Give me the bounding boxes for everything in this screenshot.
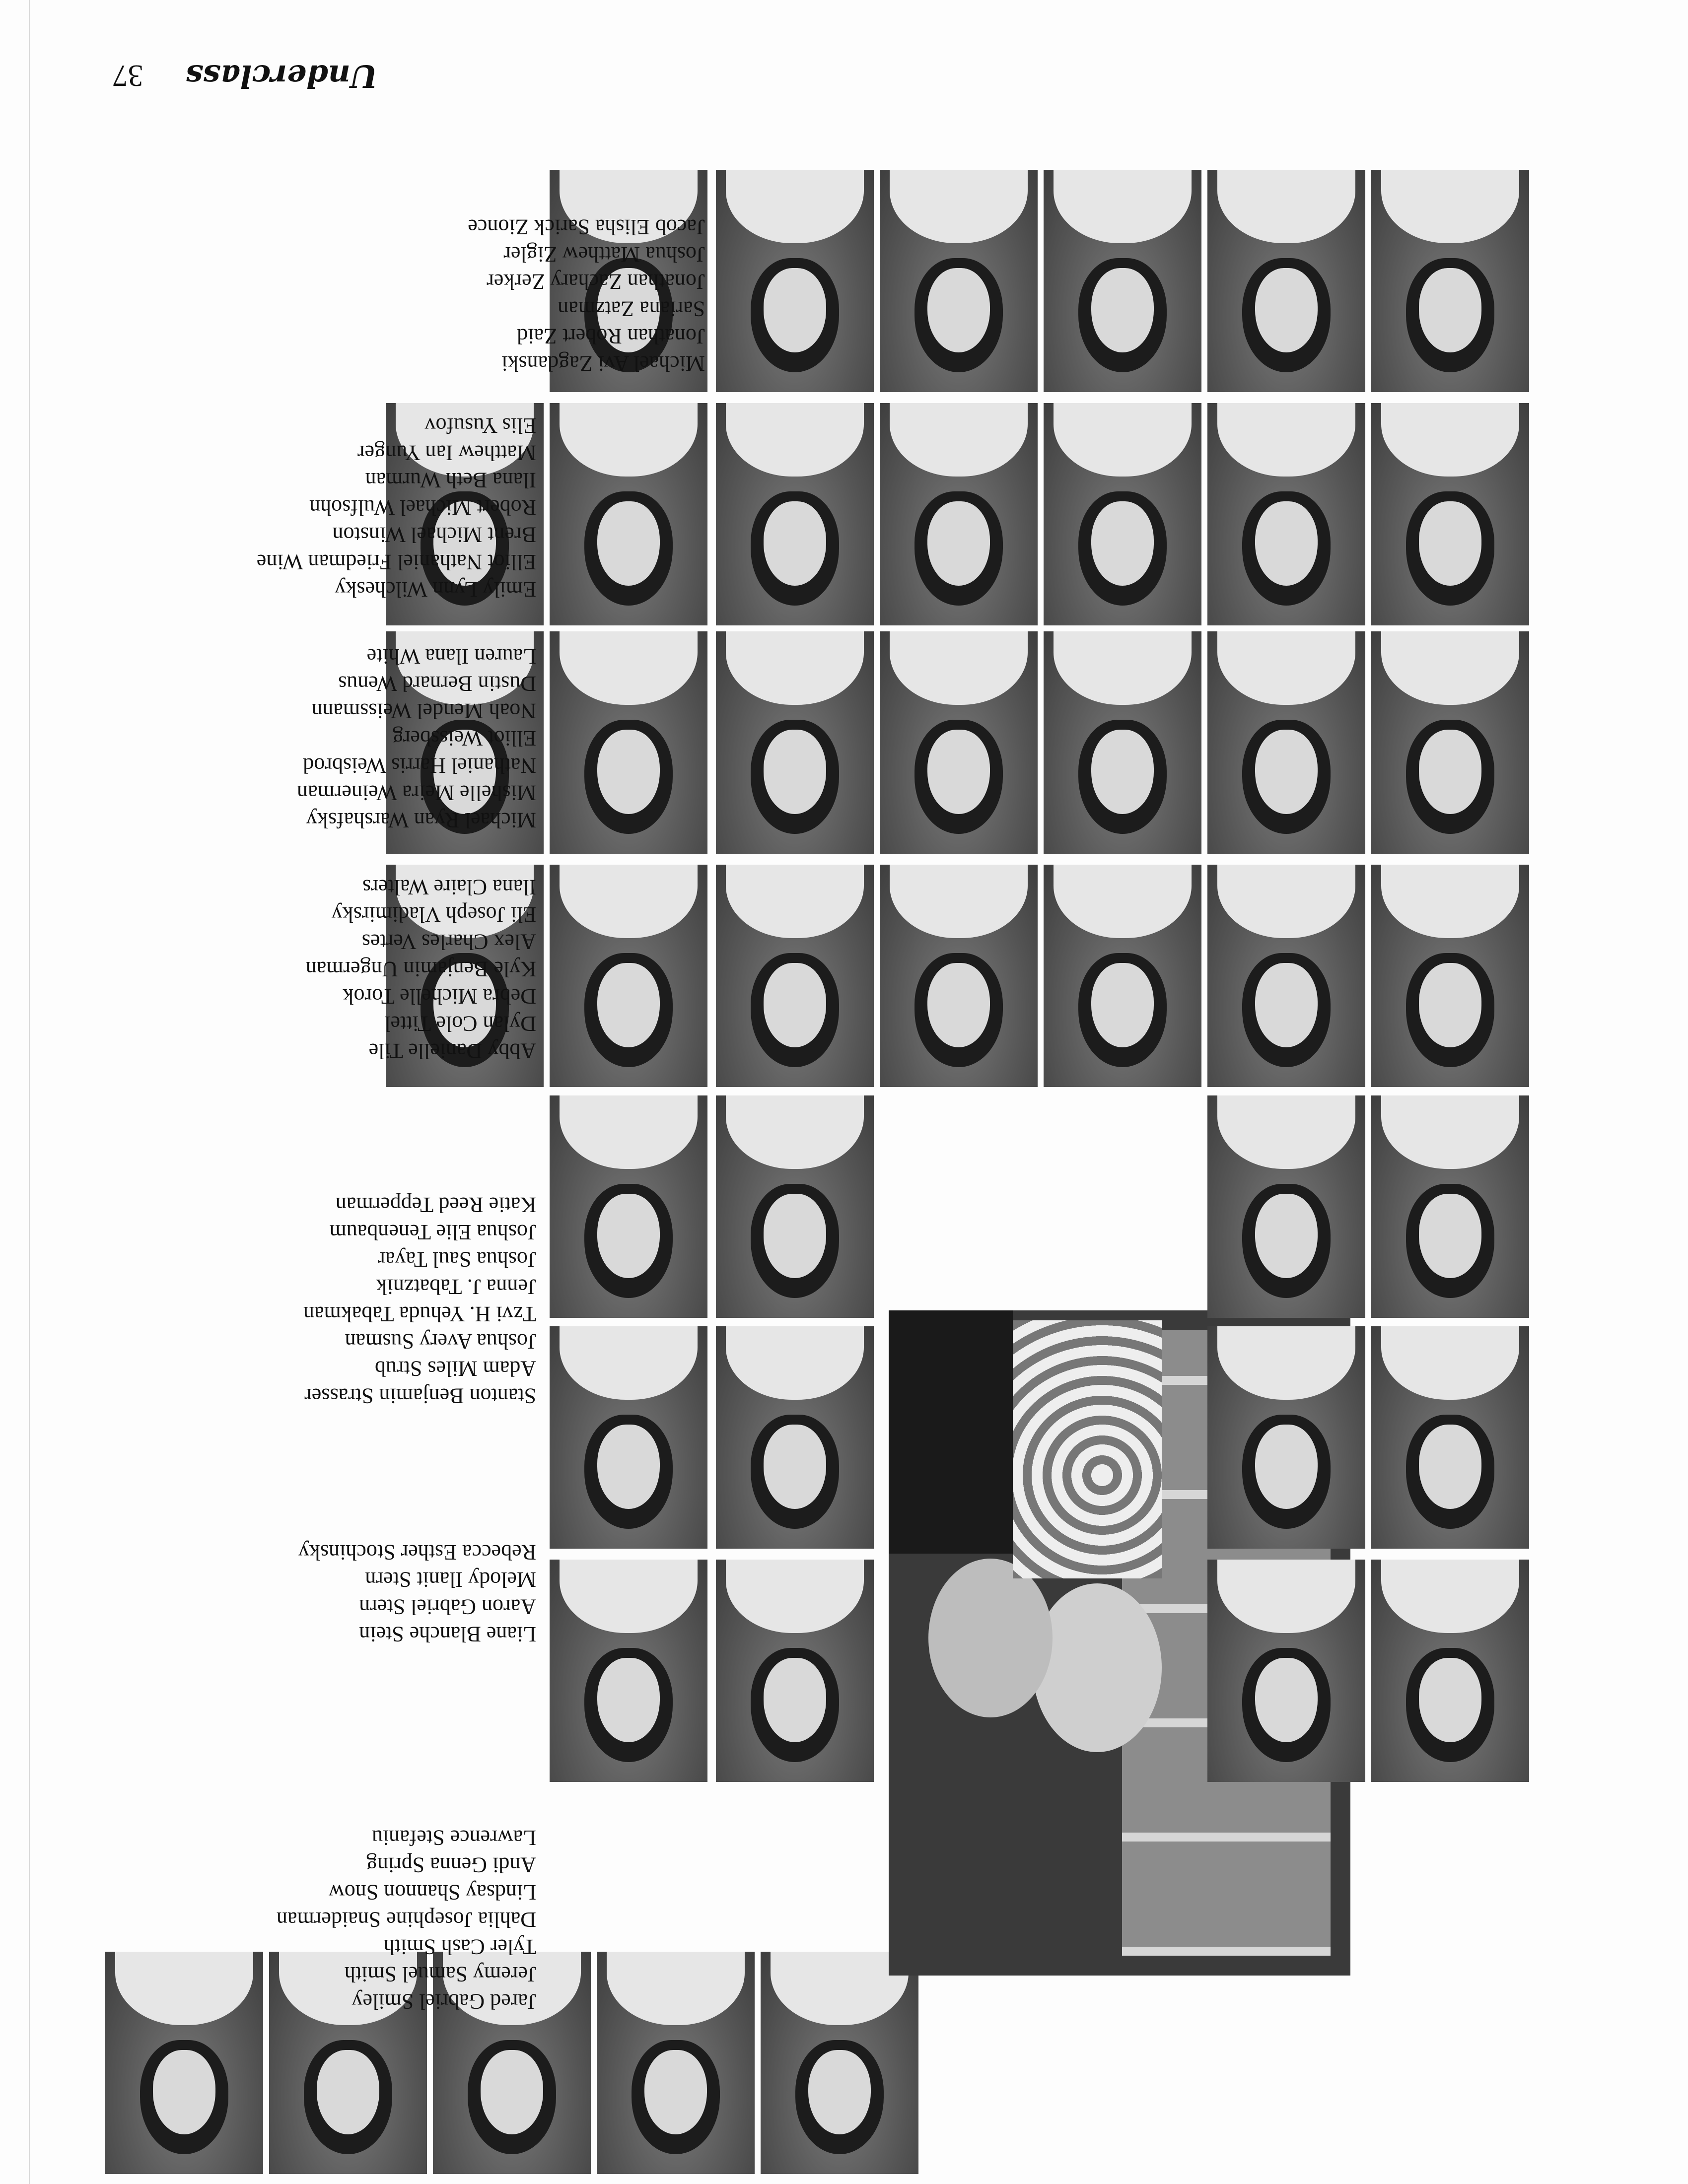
section-title: Underclass: [186, 58, 377, 94]
student-name: Lauren Ilana White: [366, 644, 536, 669]
portrait: [550, 403, 707, 625]
portrait: [880, 631, 1038, 854]
student-name: Debra Michelle Torok: [343, 984, 536, 1009]
name-list-column-8: [199, 213, 705, 377]
portrait: [1044, 865, 1201, 1087]
student-name: Tzvi H. Yehuda Tabakman: [303, 1302, 536, 1326]
name-list-column-6: [40, 643, 536, 834]
portrait: [1207, 865, 1365, 1087]
portrait: [1371, 403, 1529, 625]
student-name: Stanton Benjamin Strasser: [304, 1384, 536, 1408]
portrait: [1044, 631, 1201, 854]
student-name: Ilana Claire Walters: [362, 875, 536, 899]
portrait: [1207, 1326, 1365, 1549]
student-name: Andi Genna Spring: [366, 1853, 536, 1877]
portrait: [1044, 403, 1201, 625]
portrait: [716, 631, 874, 854]
portrait: [1371, 865, 1529, 1087]
student-name: Dylan Cole Tittel: [384, 1012, 536, 1036]
student-name: Jeremy Samuel Smith: [344, 1962, 536, 1986]
student-name: Sariana Zatzman: [558, 297, 705, 321]
portrait: [880, 170, 1038, 392]
portrait: [716, 865, 874, 1087]
student-name: Lawrence Stefaniu: [371, 1826, 536, 1850]
student-name: Nathaniel Harris Weisbrod: [303, 753, 536, 778]
portrait: [716, 1095, 874, 1318]
student-name: Katie Reed Tepperman: [335, 1193, 536, 1217]
page-number: 37: [112, 59, 143, 92]
name-list-column-4: [40, 1191, 536, 1300]
portrait: [1044, 170, 1201, 392]
student-name: Dustin Bernard Wenus: [338, 672, 536, 696]
page-footer: [113, 58, 377, 94]
portrait: [550, 631, 707, 854]
portrait: [1207, 170, 1365, 392]
portrait: [597, 1952, 755, 2174]
portrait: [1207, 631, 1365, 854]
student-name: Kyle Benjamin Ungerman: [305, 957, 536, 981]
student-name: Elis Yusufov: [424, 413, 536, 438]
portrait: [716, 170, 874, 392]
portrait: [880, 865, 1038, 1087]
portrait: [550, 1560, 707, 1782]
name-list-column-2: [40, 1539, 536, 1648]
portrait: [550, 1326, 707, 1549]
portrait: [716, 1560, 874, 1782]
portrait: [1371, 170, 1529, 392]
student-name: Mishelle Meira Weinerman: [297, 781, 536, 805]
portrait: [1371, 1560, 1529, 1782]
portrait: [761, 1952, 918, 2174]
student-name: Jenna J. Tabatznik: [376, 1275, 536, 1299]
student-name: Emily Lynn Wilchesky: [335, 577, 536, 602]
student-name: Lindsay Shannon Snow: [329, 1880, 536, 1905]
portrait: [880, 403, 1038, 625]
student-name: Abby Danielle Tile: [368, 1039, 536, 1063]
portrait: [1371, 1326, 1529, 1549]
student-name: Rebecca Esther Stochinsky: [298, 1540, 536, 1565]
student-name: Elliot Nathaniel Friedman Wine: [256, 550, 536, 574]
student-name: Ilana Beth Wurman: [365, 468, 536, 492]
student-name: Joshua Matthew Zigler: [503, 242, 705, 267]
student-name: Joshua Saul Tayar: [378, 1247, 536, 1272]
student-name: Michael Ryan Warshafsky: [306, 808, 536, 832]
student-name: Jonathan Zachary Zerker: [487, 270, 705, 294]
portrait: [1371, 1095, 1529, 1318]
student-name: Dahlia Josephine Snaiderman: [277, 1908, 536, 1932]
student-name: Melody Ilanit Stern: [365, 1568, 536, 1592]
student-name: Matthew Ian Yunger: [357, 441, 536, 465]
student-name: Jonathan Robert Zaid: [517, 324, 705, 348]
gutter-line: [29, 0, 30, 2184]
portrait: [1207, 1095, 1365, 1318]
student-name: Adam Miles Strub: [374, 1357, 536, 1381]
student-name: Liane Blanche Stein: [359, 1622, 536, 1646]
student-name: Joshua Avery Susman: [345, 1329, 536, 1354]
portrait: [1207, 1560, 1365, 1782]
student-name: Jacob Elisha Sarick Zionce: [468, 215, 705, 239]
student-name: Brent Michael Winston: [332, 523, 536, 547]
student-name: Eli Joseph Vladimirsky: [331, 902, 536, 927]
portrait: [716, 1326, 874, 1549]
name-list-column-1: [40, 1824, 536, 2015]
student-name: Robert Michael Wulfsohn: [309, 495, 536, 520]
portrait: [716, 403, 874, 625]
student-name: Joshua Elie Tenenbaum: [329, 1220, 536, 1244]
name-list-column-5: [40, 874, 536, 1065]
student-name: Aaron Gabriel Stern: [359, 1595, 536, 1619]
student-name: Alex Charles Vertes: [361, 930, 536, 954]
portrait: [1371, 631, 1529, 854]
name-list-column-3: [40, 1300, 536, 1410]
portrait: [1207, 403, 1365, 625]
name-list-column-7: [40, 412, 536, 603]
student-name: Elliot Weissberg: [392, 726, 536, 751]
student-name: Jared Gabriel Smiley: [352, 1989, 536, 2014]
portrait: [550, 865, 707, 1087]
student-name: Michael Avi Zagdanski: [501, 351, 705, 376]
student-name: Tyler Cash Smith: [383, 1935, 536, 1959]
student-name: Noah Mendel Weissmann: [311, 699, 536, 723]
portrait: [550, 1095, 707, 1318]
